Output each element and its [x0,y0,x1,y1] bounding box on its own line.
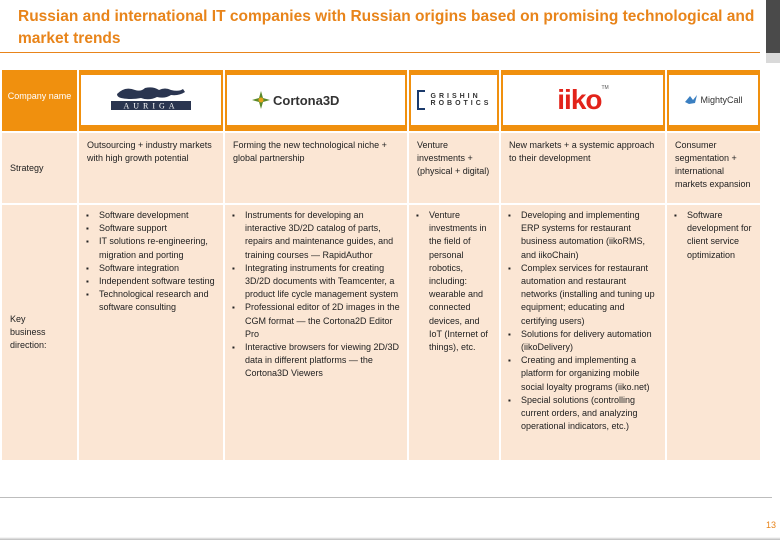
logo-cell-auriga [78,70,224,132]
list-item: ▪ Integrating instruments for creating 3D/2D documents with Teamcenter, a product life cycle management system [245,262,401,302]
title-divider [0,52,760,53]
iiko-tm: TM [601,85,609,91]
direction-cell-grishin [408,204,500,460]
side-bar-tab [766,53,780,63]
mightycall-logo [669,75,758,125]
logo-cell-cortona [224,70,408,132]
footer-divider [0,497,772,498]
grishin-bracket-icon [417,90,425,110]
list-item: ▪ Complex services for restaurant automation and restaurant networks (installing and tuning up equipment; educating and certifying users) [521,262,659,328]
list-item: ▪ Independent software testing [99,275,217,288]
direction-list-mightycall [667,209,760,262]
cortona3d-wordmark: Cortona3D [273,92,340,108]
page-number: 13 [765,520,776,530]
iiko-wordmark: iiko [557,84,602,115]
direction-label: Key business direction: [10,313,47,351]
mightycall-wordmark: MightyCall [700,95,743,105]
strategy-label-cell [2,132,78,204]
list-item: ▪ Software development for client service optimization [687,209,754,262]
strategy-cortona: Forming the new technological niche + global partnership [233,140,387,163]
strategy-grishin: Venture investments + (physical + digital) [417,140,490,176]
direction-list-grishin [409,209,499,354]
auriga-wordmark: AURIGA [123,101,179,111]
strategy-auriga: Outsourcing + industry markets with high growth potential [87,140,212,163]
list-item: ▪ Special solutions (controlling current orders, and analyzing operational indicators, etc.) [521,394,659,434]
header-row [2,70,760,132]
direction-cell-cortona [224,204,408,460]
list-item: ▪ Interactive browsers for viewing 2D/3D data in different platforms — the Cortona3D Viewers [245,341,401,381]
list-item: ▪ Technological research and software consulting [99,288,217,314]
strategy-mightycall: Consumer segmentation + international markets expansion [675,140,751,189]
list-item: ▪ Software development [99,209,217,222]
direction-list-iiko [501,209,665,433]
list-item: ▪ Creating and implementing a platform for organizing mobile social loyalty programs (iiko.net) [521,354,659,394]
auriga-logo [81,75,221,125]
auriga-horses-icon [103,80,199,120]
list-item: ▪ Instruments for developing an interactive 3D/2D catalog of parts, repairs and maintenance guides, and training courses — RapidAuthor [245,209,401,262]
list-item: ▪ Professional editor of 2D images in the CGM format — the Cortona2D Editor Pro [245,301,401,341]
strategy-cell-iiko [500,132,666,204]
cortona3d-logo [227,75,405,125]
list-item: ▪ Software integration [99,262,217,275]
logo-cell-mightycall [666,70,760,132]
strategy-row [2,132,760,204]
direction-cell-auriga [78,204,224,460]
direction-list-cortona [225,209,407,381]
strategy-cell-auriga [78,132,224,204]
list-item: ▪ Software support [99,222,217,235]
direction-label-cell [2,204,78,460]
company-name-header: Company name [2,70,78,132]
logo-cell-grishin [408,70,500,132]
list-item: ▪ Solutions for delivery automation (iikoDelivery) [521,328,659,354]
strategy-cell-grishin [408,132,500,204]
robotics-wordmark: ROBOTICS [430,100,492,107]
grishin-robotics-logo [411,75,497,125]
list-item: ▪ Developing and implementing ERP systems for restaurant business automation (iikoRMS, and iikoChain) [521,209,659,262]
side-bar-accent [766,0,780,53]
iiko-logo [503,75,663,125]
strategy-cell-cortona [224,132,408,204]
strategy-iiko: New markets + a systemic approach to their development [509,140,655,163]
direction-cell-iiko [500,204,666,460]
grishin-wordmark: GRISHIN [430,93,481,100]
list-item: ▪ IT solutions re-engineering, migration and porting [99,235,217,261]
logo-cell-iiko [500,70,666,132]
companies-table [2,70,760,460]
page-title: Russian and international IT companies with Russian origins based on promising technological and market trends [18,8,755,47]
direction-list-auriga [79,209,223,315]
mightycall-bird-icon [684,94,698,106]
direction-row [2,204,760,460]
strategy-cell-mightycall [666,132,760,204]
list-item: ▪ Venture investments in the field of personal robotics, including: wearable and connected devices, and IoT (Internet of things), etc. [429,209,493,354]
direction-cell-mightycall [666,204,760,460]
strategy-label: Strategy [10,162,44,173]
cortona-star-icon [251,90,271,110]
